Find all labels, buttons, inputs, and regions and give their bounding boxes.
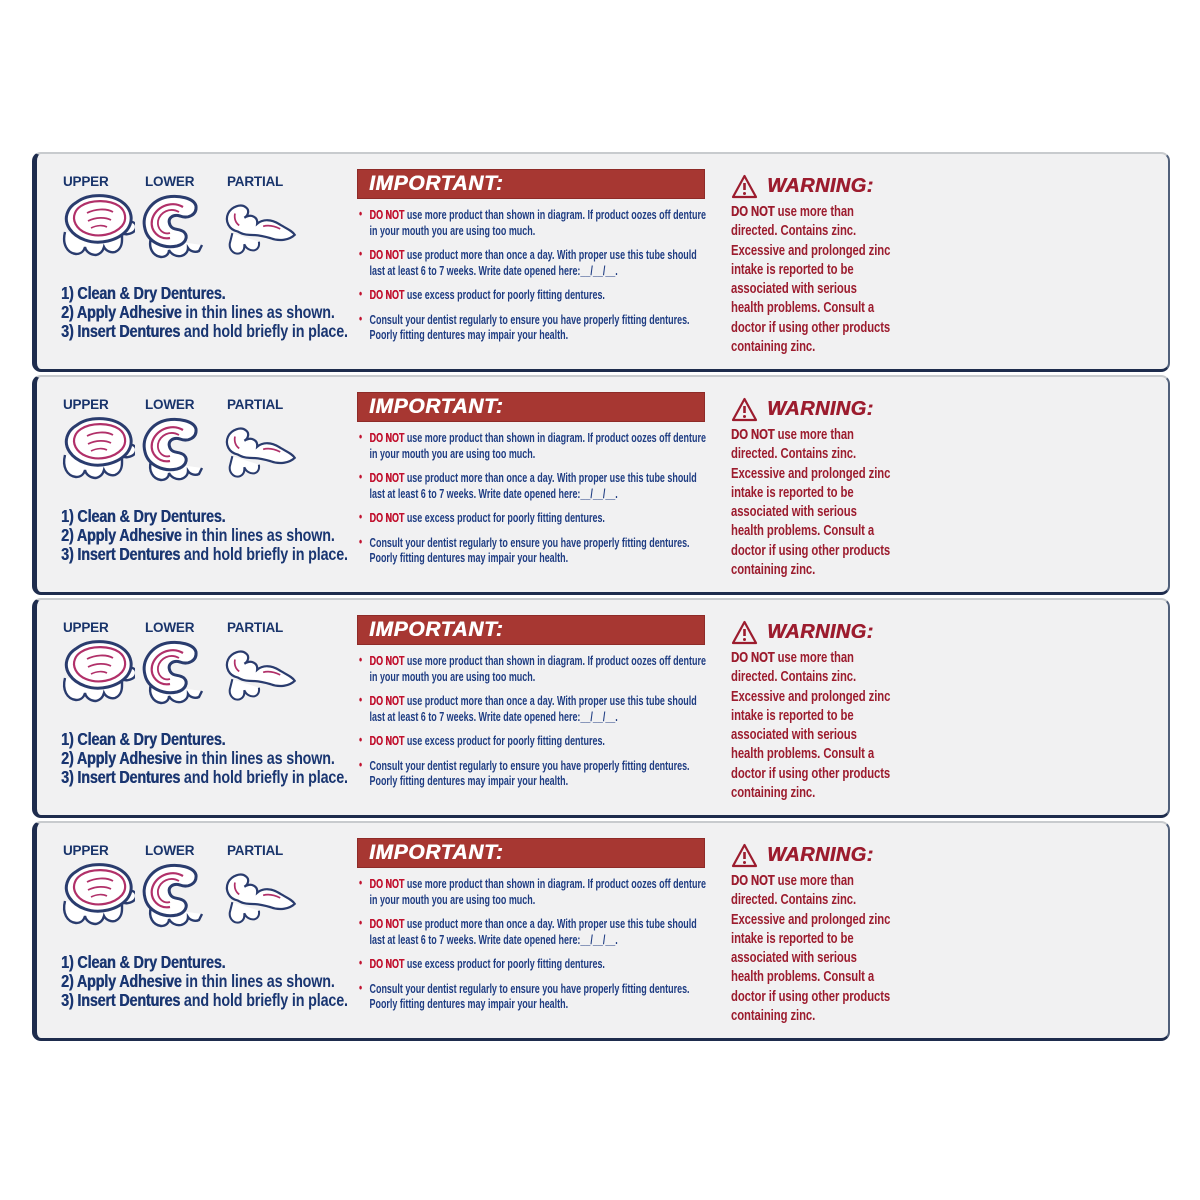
application-steps-list xyxy=(61,284,366,341)
warning-header xyxy=(731,620,874,645)
step-1: 1) Clean & Dry Dentures. xyxy=(61,952,226,972)
partial-label: PARTIAL xyxy=(227,843,284,858)
partial-denture-icon xyxy=(217,415,299,487)
bullet-dot-icon: • xyxy=(359,469,363,484)
diagrams-row xyxy=(53,861,299,933)
bullet-dot-icon: • xyxy=(359,206,363,221)
important-bullets-list xyxy=(359,876,709,1021)
upper-denture-icon xyxy=(53,415,135,487)
upper-denture-icon xyxy=(53,861,135,933)
lower-label: LOWER xyxy=(145,397,195,412)
partial-label: PARTIAL xyxy=(227,174,284,189)
bullet-dot-icon: • xyxy=(359,286,363,301)
lower-label: LOWER xyxy=(145,620,195,635)
bullet-dot-icon: • xyxy=(359,652,363,667)
bullet-dot-icon: • xyxy=(359,533,363,549)
partial-denture-icon xyxy=(217,638,299,710)
partial-label: PARTIAL xyxy=(227,620,284,635)
important-bullet-1: • DO NOT use more product than shown in diagram. If product oozes off denture in your mouth you are using too much. xyxy=(359,652,706,684)
diagrams-row xyxy=(53,192,299,264)
upper-denture-icon xyxy=(53,638,135,710)
important-bullet-1: • DO NOT use more product than shown in diagram. If product oozes off denture in your mouth you are using too much. xyxy=(359,875,706,907)
warning-text: DO NOT use more than directed. Contains zinc. Excessive and prolonged zinc intake is reported to be associated with serious health problems. Consult a doctor if using other products containing zinc. xyxy=(731,650,891,802)
lower-label: LOWER xyxy=(145,843,195,858)
important-bullet-3: • DO NOT use excess product for poorly fitting dentures. xyxy=(359,286,605,302)
bullet-dot-icon: • xyxy=(359,429,363,444)
important-bullets-list xyxy=(359,207,709,352)
important-bullet-2: • DO NOT use product more than once a day. With proper use this tube should last at least 6 to 7 weeks. Write date opened here:__/__/__. xyxy=(359,246,697,278)
warning-title: WARNING: xyxy=(767,844,874,866)
important-banner xyxy=(357,392,705,422)
important-bullet-3: • DO NOT use excess product for poorly fitting dentures. xyxy=(359,509,605,525)
important-bullet-1: • DO NOT use more product than shown in diagram. If product oozes off denture in your mouth you are using too much. xyxy=(359,206,706,238)
important-bullet-2: • DO NOT use product more than once a day. With proper use this tube should last at least 6 to 7 weeks. Write date opened here:__/__/__. xyxy=(359,692,697,724)
step-3: 3) Insert Dentures and hold briefly in place. xyxy=(61,321,348,341)
upper-label: UPPER xyxy=(63,843,109,858)
application-steps-list xyxy=(61,730,366,787)
step-2: 2) Apply Adhesive in thin lines as shown. xyxy=(61,748,335,768)
bullet-dot-icon: • xyxy=(359,692,363,707)
step-1: 1) Clean & Dry Dentures. xyxy=(61,283,226,303)
important-title: IMPORTANT: xyxy=(369,841,504,864)
important-bullet-3: • DO NOT use excess product for poorly fitting dentures. xyxy=(359,732,605,748)
step-2: 2) Apply Adhesive in thin lines as shown. xyxy=(61,525,335,545)
important-bullet-4: • Consult your dentist regularly to ensure you have properly fitting dentures. Poorly fitting dentures may impair your health. xyxy=(359,310,690,342)
denture-instructions-panel xyxy=(32,152,1170,372)
bullet-dot-icon: • xyxy=(359,875,363,890)
bullet-dot-icon: • xyxy=(359,310,363,326)
warning-header xyxy=(731,174,874,199)
diagrams-row xyxy=(53,638,299,710)
lower-denture-icon xyxy=(135,192,217,264)
application-steps-list xyxy=(61,953,366,1010)
warning-title: WARNING: xyxy=(767,175,874,197)
important-bullet-1: • DO NOT use more product than shown in diagram. If product oozes off denture in your mouth you are using too much. xyxy=(359,429,706,461)
partial-denture-icon xyxy=(217,192,299,264)
important-bullets-list xyxy=(359,430,709,575)
bullet-dot-icon: • xyxy=(359,732,363,747)
denture-instructions-panel xyxy=(32,375,1170,595)
warning-header xyxy=(731,397,874,422)
bullet-dot-icon: • xyxy=(359,246,363,261)
warning-header xyxy=(731,843,874,868)
application-steps-list xyxy=(61,507,366,564)
warning-triangle-icon xyxy=(731,397,758,422)
warning-triangle-icon xyxy=(731,843,758,868)
step-2: 2) Apply Adhesive in thin lines as shown. xyxy=(61,302,335,322)
important-banner xyxy=(357,169,705,199)
diagram-labels-row xyxy=(63,397,309,412)
important-banner xyxy=(357,838,705,868)
important-banner xyxy=(357,615,705,645)
important-title: IMPORTANT: xyxy=(369,172,504,195)
diagram-labels-row xyxy=(63,174,309,189)
important-bullets-list xyxy=(359,653,709,798)
step-3: 3) Insert Dentures and hold briefly in place. xyxy=(61,544,348,564)
bullet-dot-icon: • xyxy=(359,756,363,772)
step-1: 1) Clean & Dry Dentures. xyxy=(61,729,226,749)
lower-denture-icon xyxy=(135,861,217,933)
warning-text: DO NOT use more than directed. Contains zinc. Excessive and prolonged zinc intake is reported to be associated with serious health problems. Consult a doctor if using other products containing zinc. xyxy=(731,204,891,356)
important-bullet-4: • Consult your dentist regularly to ensure you have properly fitting dentures. Poorly fitting dentures may impair your health. xyxy=(359,533,690,565)
warning-title: WARNING: xyxy=(767,621,874,643)
warning-text: DO NOT use more than directed. Contains zinc. Excessive and prolonged zinc intake is reported to be associated with serious health problems. Consult a doctor if using other products containing zinc. xyxy=(731,873,891,1025)
bullet-dot-icon: • xyxy=(359,915,363,930)
lower-label: LOWER xyxy=(145,174,195,189)
upper-label: UPPER xyxy=(63,174,109,189)
step-2: 2) Apply Adhesive in thin lines as shown. xyxy=(61,971,335,991)
upper-label: UPPER xyxy=(63,620,109,635)
warning-title: WARNING: xyxy=(767,398,874,420)
warning-text: DO NOT use more than directed. Contains zinc. Excessive and prolonged zinc intake is reported to be associated with serious health problems. Consult a doctor if using other products containing zinc. xyxy=(731,427,891,579)
important-bullet-4: • Consult your dentist regularly to ensure you have properly fitting dentures. Poorly fitting dentures may impair your health. xyxy=(359,756,690,788)
bullet-dot-icon: • xyxy=(359,979,363,995)
step-3: 3) Insert Dentures and hold briefly in place. xyxy=(61,767,348,787)
partial-denture-icon xyxy=(217,861,299,933)
diagrams-row xyxy=(53,415,299,487)
partial-label: PARTIAL xyxy=(227,397,284,412)
diagram-labels-row xyxy=(63,843,309,858)
upper-label: UPPER xyxy=(63,397,109,412)
bullet-dot-icon: • xyxy=(359,955,363,970)
denture-instructions-panel xyxy=(32,598,1170,818)
important-bullet-4: • Consult your dentist regularly to ensure you have properly fitting dentures. Poorly fitting dentures may impair your health. xyxy=(359,979,690,1011)
diagram-labels-row xyxy=(63,620,309,635)
important-title: IMPORTANT: xyxy=(369,618,504,641)
panel-stack xyxy=(32,152,1170,1044)
denture-instructions-panel xyxy=(32,821,1170,1041)
lower-denture-icon xyxy=(135,638,217,710)
step-3: 3) Insert Dentures and hold briefly in place. xyxy=(61,990,348,1010)
important-title: IMPORTANT: xyxy=(369,395,504,418)
important-bullet-2: • DO NOT use product more than once a day. With proper use this tube should last at least 6 to 7 weeks. Write date opened here:__/__/__. xyxy=(359,469,697,501)
important-bullet-2: • DO NOT use product more than once a day. With proper use this tube should last at least 6 to 7 weeks. Write date opened here:__/__/__. xyxy=(359,915,697,947)
important-bullet-3: • DO NOT use excess product for poorly fitting dentures. xyxy=(359,955,605,971)
warning-triangle-icon xyxy=(731,174,758,199)
warning-triangle-icon xyxy=(731,620,758,645)
lower-denture-icon xyxy=(135,415,217,487)
upper-denture-icon xyxy=(53,192,135,264)
step-1: 1) Clean & Dry Dentures. xyxy=(61,506,226,526)
bullet-dot-icon: • xyxy=(359,509,363,524)
